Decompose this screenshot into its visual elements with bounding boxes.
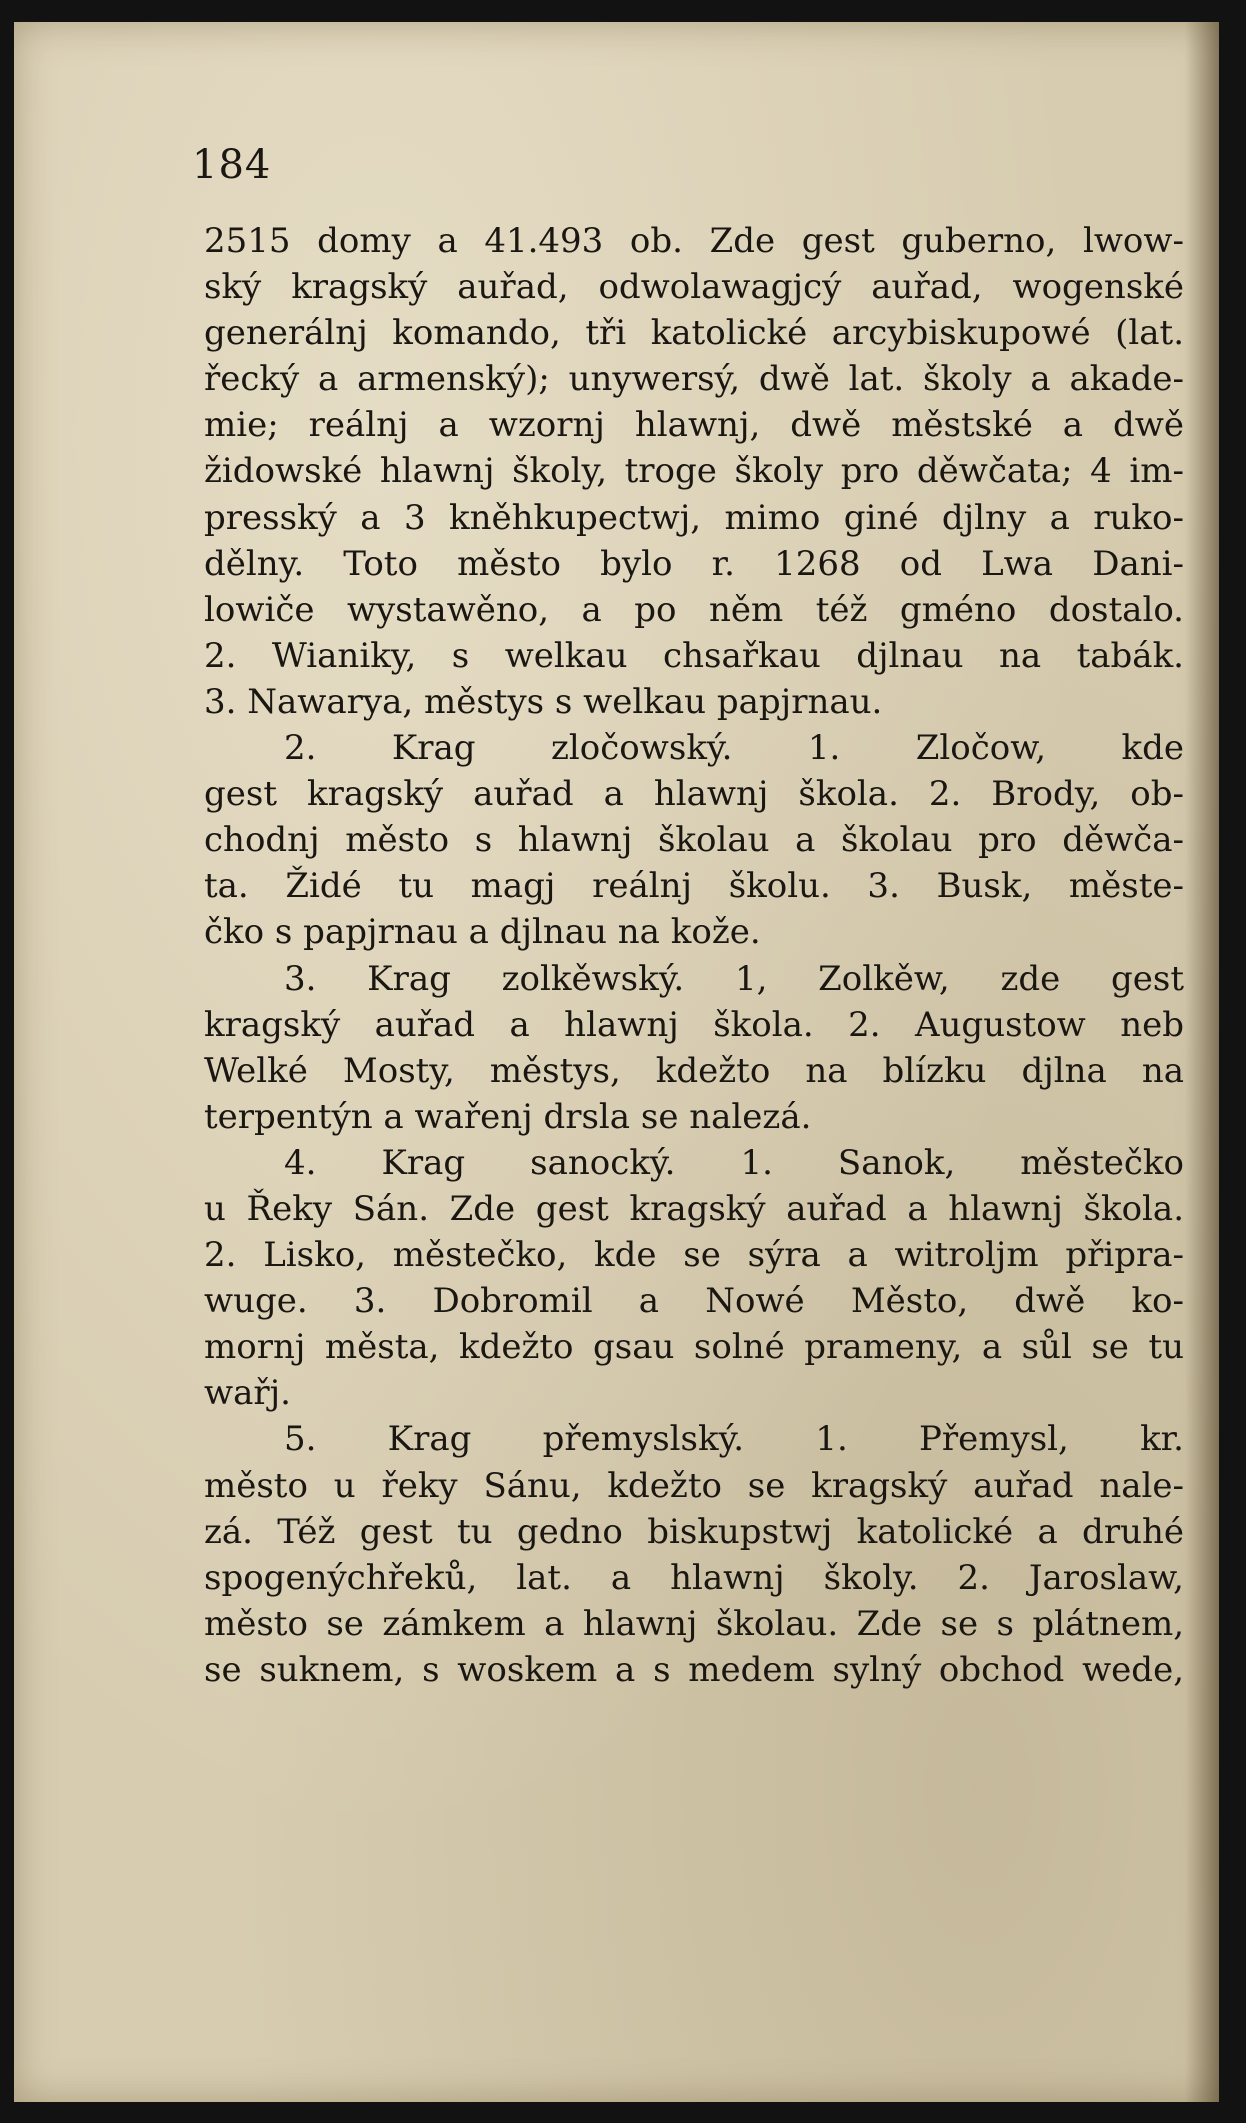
text-line: židowské hlawnj školy, troge školy pro děwčata; 4 im- xyxy=(204,451,1184,492)
text-line: město u řeky Sánu, kdežto se kragský auřad nale- xyxy=(204,1465,1184,1506)
text-line: terpentýn a wařenj drsla se nalezá. xyxy=(204,1096,812,1137)
text-line: ský kragský auřad, odwolawagjcý auřad, wogenské xyxy=(204,267,1184,308)
text-line: presský a 3 kněhkupectwj, mimo giné djlny a ruko- xyxy=(204,497,1184,538)
text-line: řecký a armenský); unywersý, dwě lat. školy a akade- xyxy=(204,359,1184,400)
text-line: generálnj komando, tři katolické arcybiskupowé (lat. xyxy=(204,313,1184,354)
text-line: město se zámkem a hlawnj školau. Zde se s plátnem, xyxy=(204,1603,1184,1644)
text-line: spogenýchřeků, lat. a hlawnj školy. 2. Jaroslaw, xyxy=(204,1557,1184,1598)
section-heading-line: 2. Krag zločowský. 1. Zločow, kde xyxy=(284,728,1184,769)
text-line: 2515 domy a 41.493 ob. Zde gest guberno, lwow- xyxy=(204,221,1184,261)
section-heading-line: 5. Krag přemyslský. 1. Přemysl, kr. xyxy=(284,1419,1184,1460)
section-heading-line: 4. Krag sanocký. 1. Sanok, městečko xyxy=(284,1142,1184,1183)
text-line: wuge. 3. Dobromil a Nowé Město, dwě ko- xyxy=(204,1281,1184,1322)
text-line: 3. Nawarya, městys s welkau papjrnau. xyxy=(204,681,883,722)
text-line: gest kragský auřad a hlawnj škola. 2. Brody, ob- xyxy=(204,774,1184,815)
text-line: dělny. Toto město bylo r. 1268 od Lwa Dani- xyxy=(204,543,1184,584)
text-line: 2. Lisko, městečko, kde se sýra a witroljm připra- xyxy=(204,1235,1184,1276)
body-text xyxy=(204,218,1184,1693)
book-page xyxy=(14,22,1219,2102)
text-line: čko s papjrnau a djlnau na kože. xyxy=(204,912,761,953)
text-line: ta. Židé tu magj reálnj školu. 3. Busk, měste- xyxy=(204,866,1184,907)
text-line: chodnj město s hlawnj školau a školau pro děwča- xyxy=(204,820,1184,861)
text-line: se suknem, s woskem a s medem sylný obchod wede, xyxy=(204,1649,1184,1690)
text-line: zá. Též gest tu gedno biskupstwj katolické a druhé xyxy=(204,1511,1184,1552)
text-line: mornj města, kdežto gsau solné prameny, a sůl se tu xyxy=(204,1327,1184,1368)
text-line: lowiče wystawěno, a po něm též gméno dostalo. xyxy=(204,589,1184,630)
text-line: Welké Mosty, městys, kdežto na blízku djlna na xyxy=(204,1050,1184,1091)
text-line: kragský auřad a hlawnj škola. 2. Augustow neb xyxy=(204,1004,1184,1045)
text-line: 2. Wianiky, s welkau chsařkau djlnau na tabák. xyxy=(204,635,1184,676)
text-line: mie; reálnj a wzornj hlawnj, dwě městské a dwě xyxy=(204,405,1184,446)
page-gutter-shadow xyxy=(1185,22,1219,2102)
text-line: u Řeky Sán. Zde gest kragský auřad a hlawnj škola. xyxy=(204,1188,1184,1229)
page-number: 184 xyxy=(192,142,272,188)
section-heading-line: 3. Krag zolkěwský. 1, Zolkěw, zde gest xyxy=(284,958,1184,999)
text-line: wařj. xyxy=(204,1373,291,1414)
